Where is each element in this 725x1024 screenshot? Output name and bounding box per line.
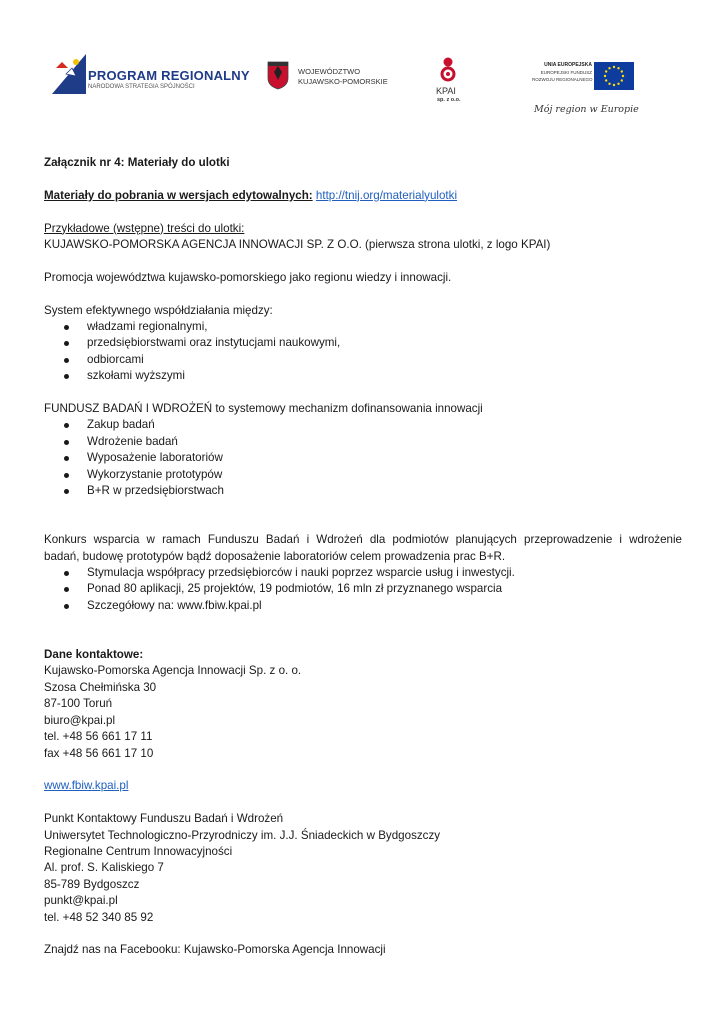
fund-list xyxy=(44,417,682,499)
list-item: Wdrożenie badań xyxy=(44,434,682,450)
point-line: Uniwersytet Technologiczno-Przyrodniczy im. J.J. Śniadeckich w Bydgoszczy xyxy=(44,828,441,842)
kpai-emblem-icon xyxy=(438,56,458,84)
contact-line: Kujawsko-Pomorska Agencja Innowacji Sp. z o. o. xyxy=(44,664,302,678)
contact-email: biuro@kpai.pl xyxy=(44,713,116,727)
list-item: Szczegółowy na: www.fbiw.kpai.pl xyxy=(44,598,682,614)
program-regionalny-logo xyxy=(52,54,250,98)
contact-heading: Dane kontaktowe: xyxy=(44,648,144,662)
list-item: Wyposażenie laboratoriów xyxy=(44,450,682,466)
list-item: Zakup badań xyxy=(44,417,682,433)
point-line: Al. prof. S. Kaliskiego 7 xyxy=(44,861,164,875)
contest-list xyxy=(44,565,682,614)
promo-text: Promocja województwa kujawsko-pomorskiego jako regionu wiedzy i innowacji. xyxy=(44,270,452,284)
eu-line3: ROZWOJU REGIONALNEGO xyxy=(532,77,593,82)
list-item: odbiorcami xyxy=(44,352,682,368)
list-item: Stymulacja współpracy przedsiębiorców i nauki poprzez wsparcie usług i inwestycji. xyxy=(44,565,682,581)
document-body xyxy=(44,155,682,959)
eu-logo xyxy=(526,60,638,124)
list-item: Ponad 80 aplikacji, 25 projektów, 19 podmiotów, 16 mln zł przyznanego wsparcia xyxy=(44,581,682,597)
contest-line-1: Konkurs wsparcia w ramach Funduszu Badań i Wdrożeń dla podmiotów planujących przeprowadzenie i wdrożenie xyxy=(44,533,682,547)
kpai-logo xyxy=(430,56,466,108)
agency-line: KUJAWSKO-POMORSKA AGENCJA INNOWACJI SP. Z O.O. (pierwsza strona ulotki, z logo KPAI) xyxy=(44,238,551,251)
point-line: Punkt Kontaktowy Funduszu Badań i Wdrożeń xyxy=(44,812,284,826)
point-phone: tel. +48 52 340 85 92 xyxy=(44,910,154,924)
eu-slogan: Mój region w Europie xyxy=(534,104,639,115)
eu-line1: UNIA EUROPEJSKA xyxy=(544,62,592,68)
program-regionalny-subtitle: NARODOWA STRATEGIA SPÓJNOŚCI xyxy=(88,84,195,90)
download-link[interactable]: http://tnij.org/materialyulotki xyxy=(315,188,458,202)
logo-header xyxy=(0,0,725,130)
system-intro: System efektywnego współdziałania między: xyxy=(44,303,273,317)
contact-fax: fax +48 56 661 17 10 xyxy=(44,746,154,760)
facebook-line: Znajdź nas na Facebooku: Kujawsko-Pomorska Agencja Innowacji xyxy=(44,943,386,957)
point-email: punkt@kpai.pl xyxy=(44,894,118,908)
website-link[interactable]: www.fbiw.kpai.pl xyxy=(44,779,129,793)
contest-line-2: badań, budowę prototypów bądź doposażenie laboratoriów celem prowadzenia prac B+R. xyxy=(44,549,506,563)
wojewodztwo-line1: WOJEWÓDZTWO xyxy=(298,67,361,76)
download-label: Materiały do pobrania w wersjach edytowalnych: xyxy=(44,188,313,202)
coat-of-arms-icon xyxy=(266,60,290,90)
contact-line: 87-100 Toruń xyxy=(44,697,113,711)
download-line xyxy=(44,188,682,204)
fund-intro: FUNDUSZ BADAŃ I WDROŻEŃ to systemowy mechanizm dofinansowania innowacji xyxy=(44,402,483,416)
wojewodztwo-line2: KUJAWSKO-POMORSKIE xyxy=(298,77,388,86)
example-heading: Przykładowe (wstępne) treści do ulotki: xyxy=(44,221,245,235)
doc-title: Załącznik nr 4: Materiały do ulotki xyxy=(44,156,230,169)
website-line xyxy=(44,778,682,794)
list-item: Wykorzystanie prototypów xyxy=(44,467,682,483)
contact-line: Szosa Chełmińska 30 xyxy=(44,680,157,694)
list-item: B+R w przedsiębiorstwach xyxy=(44,483,682,499)
eu-flag-icon xyxy=(594,62,634,90)
eu-line2: EUROPEJSKI FUNDUSZ xyxy=(540,70,592,75)
kpai-sub: sp. z o.o. xyxy=(437,97,461,103)
program-regionalny-icon xyxy=(52,54,86,94)
system-list xyxy=(44,319,682,385)
wojewodztwo-logo xyxy=(266,60,396,94)
kpai-name: KPAI xyxy=(436,86,456,96)
contact-phone: tel. +48 56 661 17 11 xyxy=(44,730,153,744)
list-item: przedsiębiorstwami oraz instytucjami naukowymi, xyxy=(44,335,682,351)
point-line: Regionalne Centrum Innowacyjności xyxy=(44,844,233,858)
list-item: szkołami wyższymi xyxy=(44,368,682,384)
list-item: władzami regionalnymi, xyxy=(44,319,682,335)
program-regionalny-title: PROGRAM REGIONALNY xyxy=(88,68,250,83)
point-line: 85-789 Bydgoszcz xyxy=(44,877,140,891)
